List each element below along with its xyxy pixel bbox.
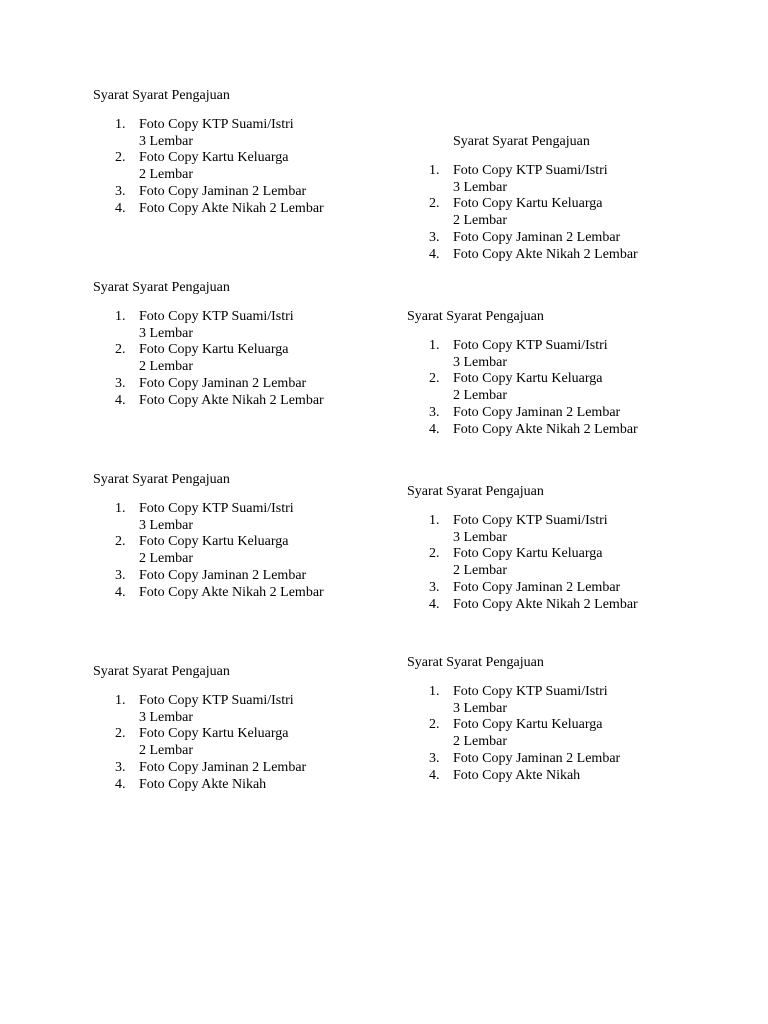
item-number: 2. [115,534,126,550]
list-item [407,196,707,230]
item-number: 3. [429,750,440,766]
requirements-block [407,134,707,264]
item-number: 3. [429,229,440,245]
item-text: Foto Copy Akte Nikah 2 Lembar [453,596,638,612]
item-text: Foto Copy Akte Nikah 2 Lembar [139,200,324,216]
list-item [407,422,707,439]
requirements-block [93,664,393,794]
item-number: 1. [429,162,440,178]
block-title: Syarat Syarat Pengajuan [453,134,590,149]
item-text: Foto Copy KTP Suami/Istri 3 Lembar [453,337,608,370]
item-number: 4. [115,776,126,792]
list-item [93,342,393,376]
item-text: Foto Copy Jaminan 2 Lembar [139,759,307,775]
block-title: Syarat Syarat Pengajuan [93,664,230,679]
item-text: Foto Copy Akte Nikah 2 Lembar [453,246,638,262]
item-text: Foto Copy Jaminan 2 Lembar [453,750,621,766]
item-number: 1. [115,500,126,516]
requirements-list [93,117,393,218]
list-item [93,150,393,184]
list-item [407,768,707,785]
item-text: Foto Copy Kartu Keluarga 2 Lembar [139,342,289,375]
item-number: 4. [429,767,440,783]
item-text: Foto Copy KTP Suami/Istri 3 Lembar [139,500,294,533]
list-item [407,247,707,264]
list-item [93,201,393,218]
requirements-block [407,309,707,439]
item-number: 4. [429,246,440,262]
item-text: Foto Copy Kartu Keluarga 2 Lembar [453,717,603,750]
item-text: Foto Copy Kartu Keluarga 2 Lembar [453,546,603,579]
requirements-block [407,484,707,614]
requirements-list [93,309,393,410]
item-text: Foto Copy KTP Suami/Istri 3 Lembar [453,512,608,545]
list-item [407,751,707,768]
item-text: Foto Copy Akte Nikah [453,767,581,783]
item-text: Foto Copy Jaminan 2 Lembar [139,375,307,391]
item-number: 3. [115,759,126,775]
list-item [93,726,393,760]
list-item [407,338,707,372]
item-text: Foto Copy Akte Nikah 2 Lembar [139,584,324,600]
list-item [93,501,393,535]
list-item [407,513,707,547]
item-number: 2. [429,196,440,212]
item-number: 1. [429,683,440,699]
item-number: 4. [115,200,126,216]
item-text: Foto Copy Kartu Keluarga 2 Lembar [453,196,603,229]
item-number: 1. [115,308,126,324]
block-title: Syarat Syarat Pengajuan [93,88,230,103]
item-number: 2. [115,342,126,358]
item-text: Foto Copy Akte Nikah 2 Lembar [139,392,324,408]
item-number: 3. [429,404,440,420]
block-title: Syarat Syarat Pengajuan [407,484,544,499]
item-number: 4. [115,584,126,600]
item-text: Foto Copy Jaminan 2 Lembar [139,183,307,199]
list-item [407,230,707,247]
item-number: 1. [115,692,126,708]
list-item [93,117,393,151]
requirements-list [93,501,393,602]
item-number: 4. [115,392,126,408]
item-text: Foto Copy Akte Nikah 2 Lembar [453,421,638,437]
list-item [93,534,393,568]
list-item [93,693,393,727]
list-item [93,585,393,602]
item-number: 2. [429,546,440,562]
item-text: Foto Copy Kartu Keluarga 2 Lembar [453,371,603,404]
list-item [407,163,707,197]
block-title: Syarat Syarat Pengajuan [407,309,544,324]
requirements-list [407,513,707,614]
item-number: 1. [429,512,440,528]
list-item [407,546,707,580]
item-number: 1. [429,337,440,353]
list-item [93,309,393,343]
item-number: 1. [115,116,126,132]
item-text: Foto Copy KTP Suami/Istri 3 Lembar [139,308,294,341]
item-text: Foto Copy Jaminan 2 Lembar [453,579,621,595]
list-item [93,760,393,777]
item-number: 2. [429,717,440,733]
requirements-list [407,338,707,439]
block-title: Syarat Syarat Pengajuan [407,655,544,670]
item-number: 2. [115,150,126,166]
requirements-list [407,163,707,264]
item-text: Foto Copy KTP Suami/Istri 3 Lembar [139,116,294,149]
list-item [407,371,707,405]
requirements-block [93,472,393,602]
item-number: 2. [115,726,126,742]
item-number: 3. [115,567,126,583]
requirements-block [407,655,707,785]
item-text: Foto Copy Jaminan 2 Lembar [453,229,621,245]
item-text: Foto Copy Jaminan 2 Lembar [139,567,307,583]
requirements-block [93,88,393,218]
block-title: Syarat Syarat Pengajuan [93,472,230,487]
item-text: Foto Copy KTP Suami/Istri 3 Lembar [453,162,608,195]
requirements-block [93,280,393,410]
item-number: 2. [429,371,440,387]
requirements-list [407,684,707,785]
list-item [93,393,393,410]
item-text: Foto Copy Kartu Keluarga 2 Lembar [139,726,289,759]
list-item [93,376,393,393]
item-text: Foto Copy KTP Suami/Istri 3 Lembar [139,692,294,725]
item-number: 4. [429,421,440,437]
list-item [407,717,707,751]
item-number: 3. [115,183,126,199]
item-text: Foto Copy Kartu Keluarga 2 Lembar [139,534,289,567]
item-text: Foto Copy Jaminan 2 Lembar [453,404,621,420]
item-text: Foto Copy KTP Suami/Istri 3 Lembar [453,683,608,716]
item-number: 4. [429,596,440,612]
list-item [407,405,707,422]
item-text: Foto Copy Akte Nikah [139,776,267,792]
block-title: Syarat Syarat Pengajuan [93,280,230,295]
requirements-list [93,693,393,794]
item-number: 3. [429,579,440,595]
list-item [407,684,707,718]
list-item [407,597,707,614]
item-text: Foto Copy Kartu Keluarga 2 Lembar [139,150,289,183]
item-number: 3. [115,375,126,391]
list-item [93,184,393,201]
list-item [93,777,393,794]
list-item [93,568,393,585]
list-item [407,580,707,597]
